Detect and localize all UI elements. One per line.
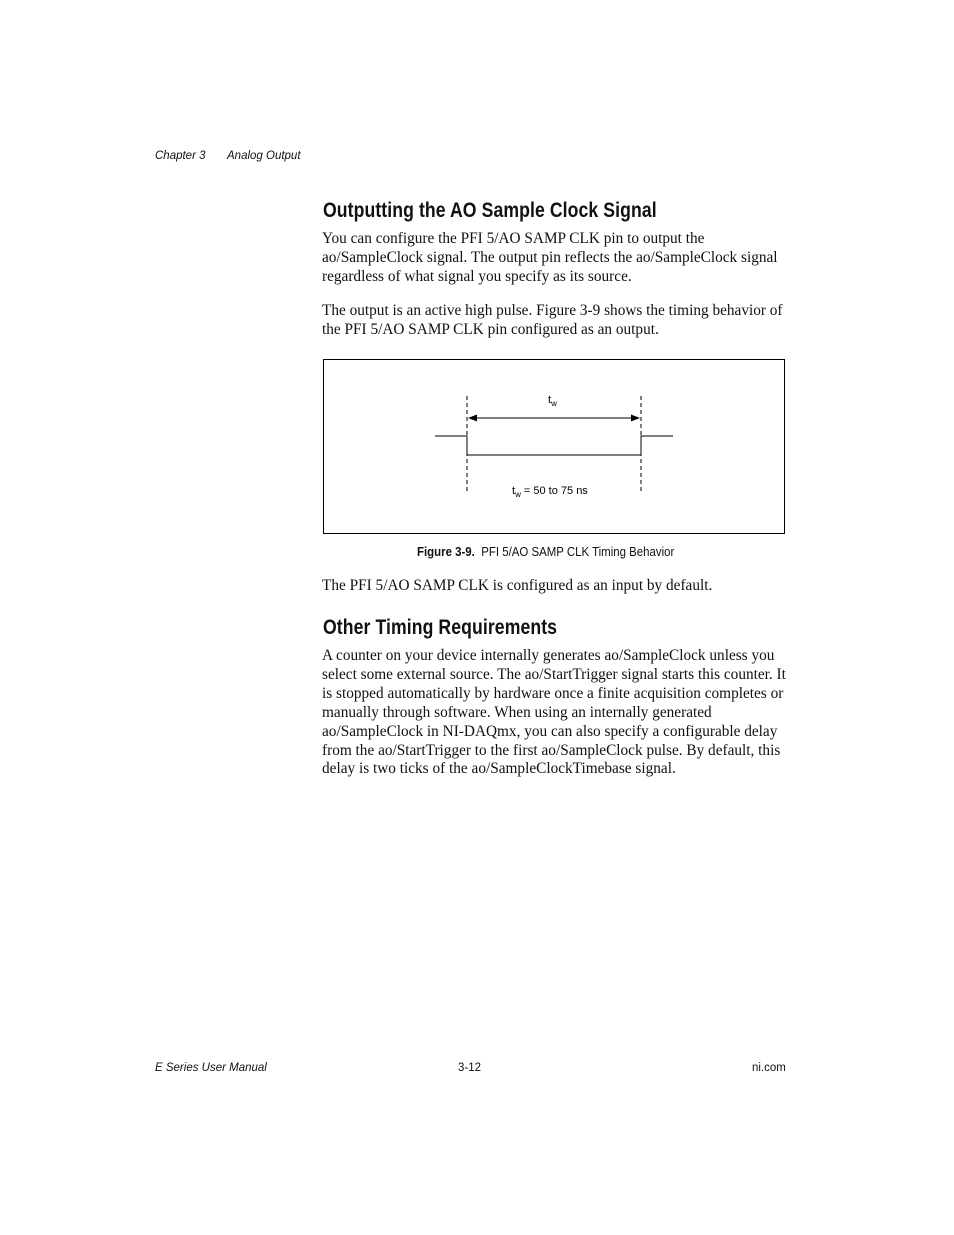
footer-page-number: 3-12: [458, 1062, 482, 1074]
footer-manual-title: E Series User Manual: [155, 1062, 267, 1074]
figure-caption-label: Figure 3-9.: [417, 544, 475, 559]
arrow-right-head-icon: [631, 415, 640, 422]
section-heading-other-timing: Other Timing Requirements: [323, 616, 558, 639]
footer-website: ni.com: [752, 1062, 786, 1074]
section-heading-ao-sample-clock: Outputting the AO Sample Clock Signal: [323, 199, 657, 222]
timing-diagram: [324, 360, 784, 533]
pulse-waveform: [435, 436, 673, 455]
running-head-chapter: Chapter 3: [155, 150, 206, 162]
paragraph: The PFI 5/AO SAMP CLK is configured as an input by default.: [322, 577, 713, 594]
figure-caption-text: PFI 5/AO SAMP CLK Timing Behavior: [481, 544, 675, 559]
paragraph: The output is an active high pulse. Figure 3-9 shows the timing behavior of the PFI 5/AO SAMP CLK pin configured as an output.: [322, 302, 783, 338]
tw-label: $t_w$: [548, 394, 557, 408]
paragraph: A counter on your device internally generates ao/SampleClock unless you select some external source. The ao/StartTrigger signal starts this counter. It is stopped automatically by hardware once a finite acquisition completes or manually through software. When using an internally generated ao/SampleClock in NI-DAQmx, you can also specify a configurable delay from the ao/StartTrigger to the first ao/SampleClock pulse. By default, this delay is two ticks of the ao/SampleClockTimebase signal.: [322, 647, 786, 778]
paragraph: You can configure the PFI 5/AO SAMP CLK pin to output the ao/SampleClock signal. The output pin reflects the ao/SampleClock signal regardless of what signal you specify as its source.: [322, 230, 778, 285]
figure-caption: [417, 544, 674, 559]
running-head-section: Analog Output: [227, 150, 301, 162]
tw-range-label: $t_w = 50$ to 75 ns: [512, 485, 588, 499]
timing-diagram-figure: [323, 359, 785, 534]
arrow-left-head-icon: [468, 415, 477, 422]
